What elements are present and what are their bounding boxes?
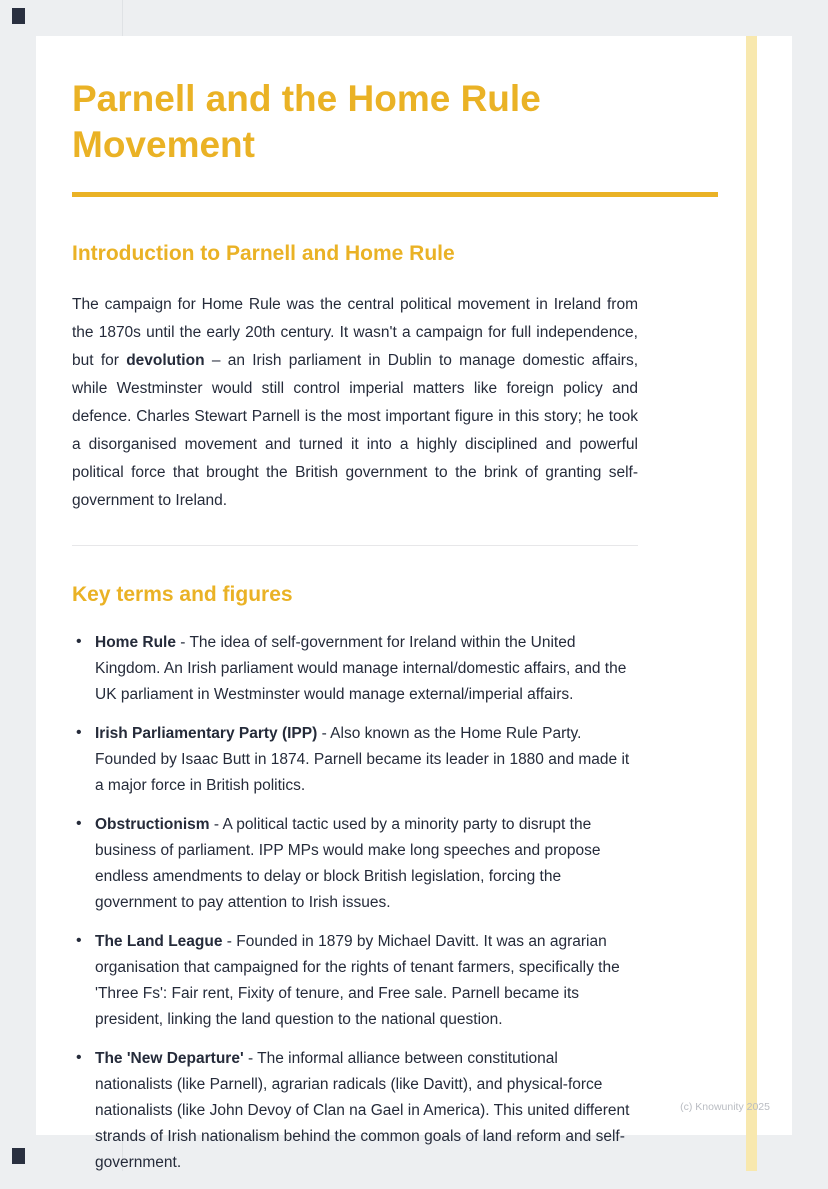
term-label: Obstructionism [95, 816, 210, 833]
corner-mark-bottom [12, 1148, 25, 1164]
intro-paragraph-text-before: The campaign for Home Rule was the central political movement in Ireland from the 1870s until the early 20th century. It wasn't a campaign for full independence, but for [72, 296, 638, 369]
page-title: Parnell and the Home Rule Movement [72, 78, 541, 165]
page-content [72, 36, 718, 1189]
term-description: - Also known as the Home Rule Party. Founded by Isaac Butt in 1874. Parnell became its leader in 1880 and made it a major force in British politics. [95, 725, 630, 794]
intro-paragraph-text-after: – an Irish parliament in Dublin to manage domestic affairs, while Westminster would still control imperial matters like foreign policy and defence. Charles Stewart Parnell is the most important figure in this story; he took a disorganised movement and turned it into a highly disciplined and powerful political force that brought the British government to the brink of granting self-government to Ireland. [72, 352, 639, 509]
right-accent-stripe [746, 36, 757, 1171]
copyright-footer: (c) Knowunity 2025 [680, 1101, 770, 1113]
section-divider [72, 545, 638, 546]
term-label: Irish Parliamentary Party (IPP) [95, 725, 318, 742]
term-label: Home Rule [95, 634, 176, 651]
term-label: The 'New Departure' [95, 1050, 244, 1067]
list-item [72, 721, 630, 799]
list-item [72, 929, 630, 1033]
term-description: - The idea of self-government for Ireland within the United Kingdom. An Irish parliament would manage internal/domestic affairs, and the UK parliament in Westminster would manage external/imperial affairs. [95, 634, 627, 703]
key-terms-list [72, 630, 630, 1176]
document-page [36, 36, 792, 1171]
term-description: - A political tactic used by a minority party to disrupt the business of parliament. IPP MPs would make long speeches and propose endless amendments to delay or block British legislation, forcing the government to pay attention to Irish issues. [95, 816, 601, 911]
intro-paragraph [72, 291, 638, 515]
term-description: - Founded in 1879 by Michael Davitt. It was an agrarian organisation that campaigned for the rights of tenant farmers, specifically the 'Three Fs': Fair rent, Fixity of tenure, and Free sale. Parnell became its president, linking the land question to the national question. [95, 933, 620, 1028]
corner-mark-top [12, 8, 25, 24]
term-description: - The informal alliance between constitutional nationalists (like Parnell), agrarian radicals (like Davitt), and physical-force nationalists (like John Devoy of Clan na Gael in America). This united different strands of Irish nationalism behind the common goals of land reform and self-government. [95, 1050, 630, 1171]
term-label: The Land League [95, 933, 223, 950]
key-terms-section-heading: Key terms and figures [72, 583, 293, 606]
list-item [72, 812, 630, 916]
list-item [72, 1046, 630, 1176]
intro-paragraph-bold-term: devolution [126, 352, 205, 369]
list-item [72, 630, 630, 708]
intro-section-heading: Introduction to Parnell and Home Rule [72, 242, 455, 265]
title-underline-rule [72, 192, 718, 197]
